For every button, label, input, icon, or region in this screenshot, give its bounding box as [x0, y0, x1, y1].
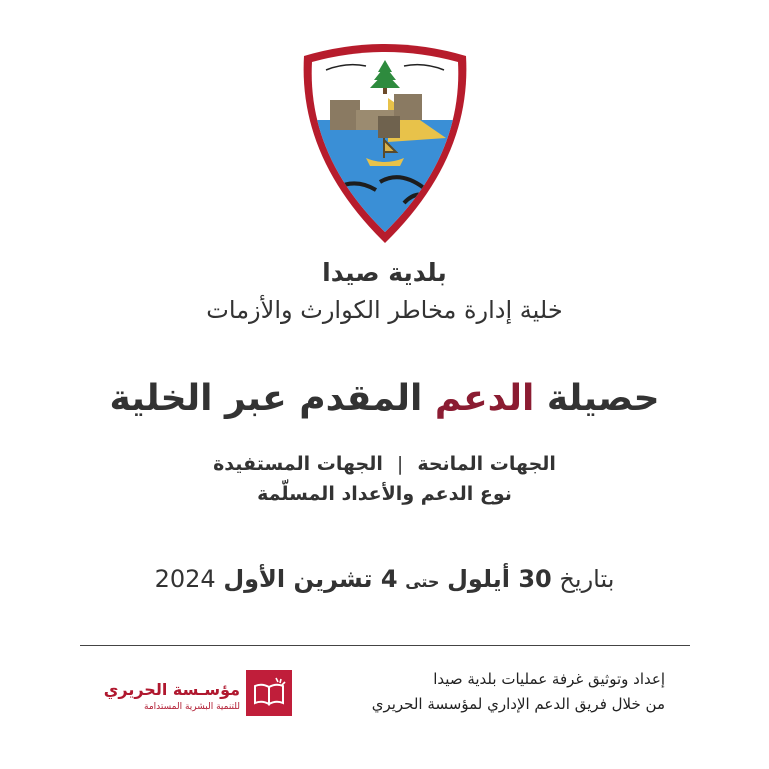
date-until: حتى: [405, 572, 440, 591]
date-prefix: بتاريخ: [559, 565, 615, 593]
open-book-icon: [246, 670, 292, 716]
date-year: 2024: [154, 565, 216, 593]
title-part1: حصيلة: [546, 378, 660, 419]
organization-name: بلدية صيدا: [322, 258, 447, 287]
credit-line-2: من خلال فريق الدعم الإداري لمؤسسة الحريري: [371, 695, 665, 713]
category-beneficiaries: الجهات المستفيدة: [213, 453, 383, 475]
footer-divider: [80, 645, 690, 646]
category-support-type: نوع الدعم والأعداد المسلّمة: [257, 483, 512, 505]
category-donors: الجهات المانحة: [417, 453, 556, 475]
foundation-tagline: للتنمية البشرية المستدامة: [144, 702, 240, 712]
category-separator: |: [396, 453, 404, 475]
categories-row: [0, 453, 769, 475]
foundation-name: مؤسـسة الحريري: [103, 680, 240, 699]
date-start: 30 أيلول: [447, 565, 552, 593]
organization-unit: خلية إدارة مخاطر الكوارث والأزمات: [206, 296, 563, 324]
footer-credit: [305, 667, 665, 717]
title-accent: الدعم: [434, 378, 535, 419]
hariri-foundation-logo: [246, 670, 292, 716]
page-title: [0, 378, 769, 419]
saida-municipality-crest: [296, 38, 474, 248]
credit-line-1: إعداد وتوثيق غرفة عمليات بلدية صيدا: [433, 670, 665, 688]
title-part2: المقدم عبر الخلية: [109, 378, 423, 419]
date-end: 4 تشرين الأول: [223, 565, 398, 593]
date-range: [0, 565, 769, 593]
